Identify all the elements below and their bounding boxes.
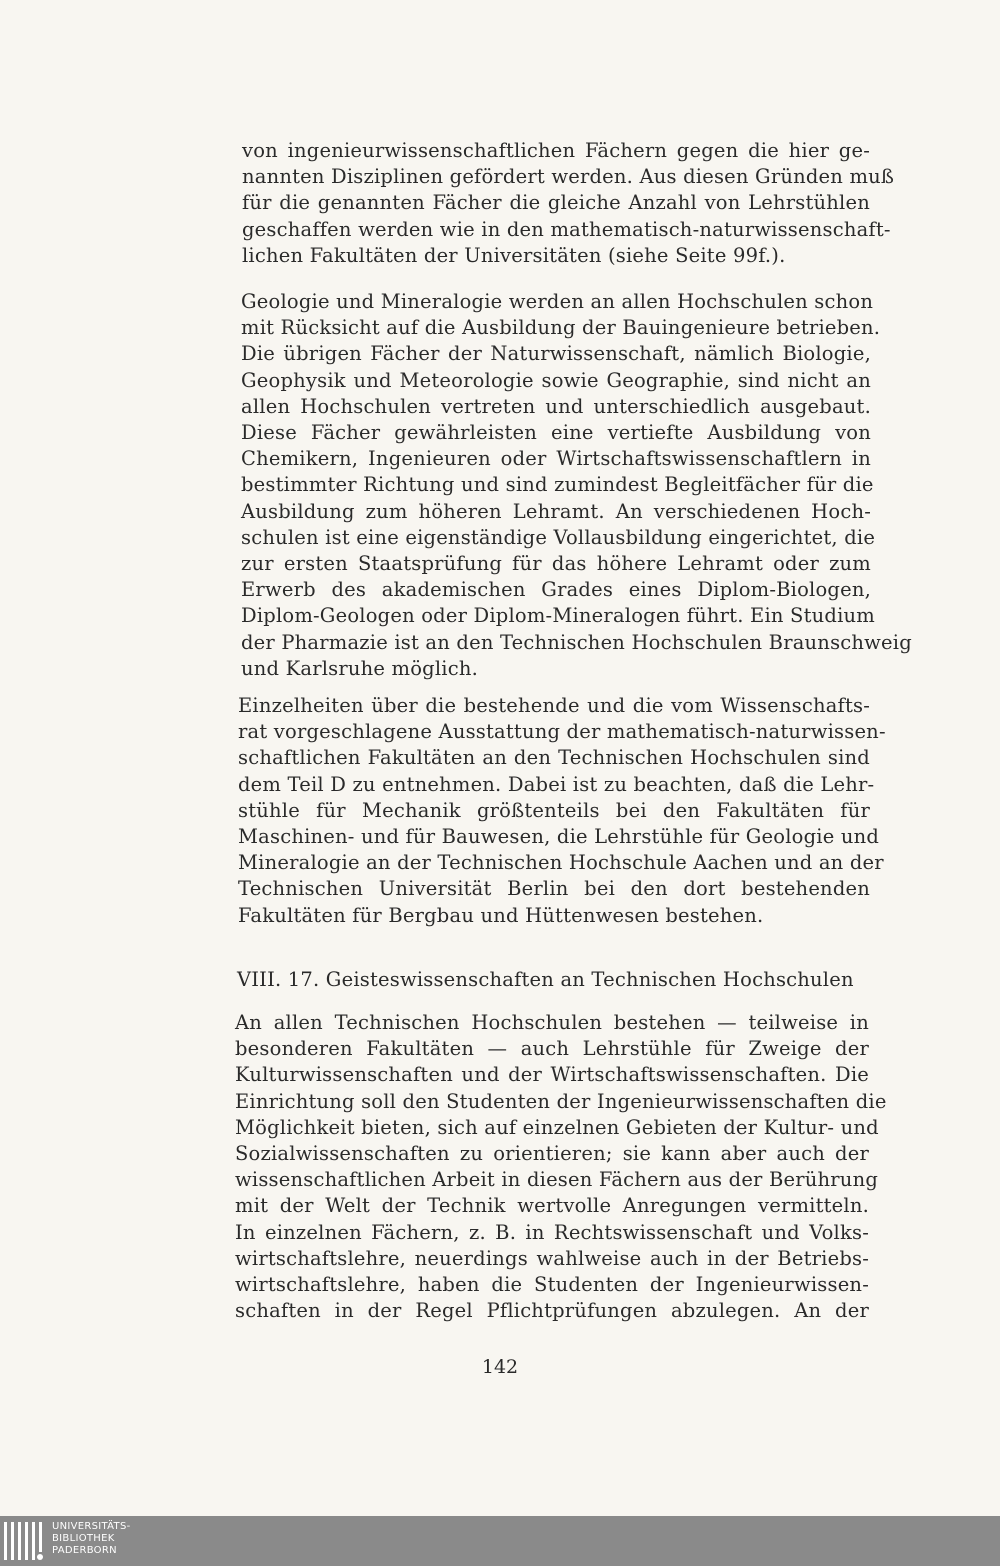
- text-line: Technischen Universität Berlin bei den dort bestehenden: [238, 877, 870, 901]
- text-line: Mineralogie an der Technischen Hochschule Aachen und an der: [238, 851, 884, 875]
- text-line: Ausbildung zum höheren Lehramt. An verschiedenen Hoch-: [241, 499, 871, 523]
- paragraph-4: [235, 1010, 887, 1324]
- text-line: mit der Welt der Technik wertvolle Anregungen vermitteln.: [235, 1194, 869, 1218]
- text-line: Erwerb des akademischen Grades eines Diplom-Biologen,: [241, 578, 871, 602]
- library-footer: [0, 1516, 1000, 1566]
- logo-line: PADERBORN: [52, 1545, 117, 1556]
- text-line: Einrichtung soll den Studenten der Ingenieurwissenschaften die: [235, 1089, 887, 1113]
- text-line: wissenschaftlichen Arbeit in diesen Fächern aus der Berührung: [235, 1168, 879, 1192]
- text-line: mit Rücksicht auf die Ausbildung der Bauingenieure betrieben.: [241, 316, 881, 340]
- text-line: nannten Disziplinen gefördert werden. Aus diesen Gründen muß: [242, 165, 895, 189]
- text-line: An allen Technischen Hochschulen bestehen — teilweise in: [235, 1011, 869, 1034]
- page-number: 142: [481, 1356, 519, 1378]
- logo-dot-icon: [37, 1554, 43, 1560]
- paragraph-1: [242, 138, 895, 269]
- text-line: In einzelnen Fächern, z. B. in Rechtswissenschaft und Volks-: [235, 1220, 869, 1244]
- text-line: Geologie und Mineralogie werden an allen Hochschulen schon: [241, 290, 874, 313]
- text-line: geschaffen werden wie in den mathematisch-naturwissenschaft-: [242, 217, 891, 241]
- text-line: Fakultäten für Bergbau und Hüttenwesen bestehen.: [238, 903, 764, 927]
- text-line: Die übrigen Fächer der Naturwissenschaft, nämlich Biologie,: [241, 342, 871, 366]
- text-line: für die genannten Fächer die gleiche Anzahl von Lehrstühlen: [242, 191, 870, 215]
- text-line: besonderen Fakultäten — auch Lehrstühle für Zweige der: [235, 1037, 869, 1061]
- text-line: Sozialwissenschaften zu orientieren; sie kann aber auch der: [235, 1142, 869, 1166]
- text-line: schaften in der Regel Pflichtprüfungen abzulegen. An der: [235, 1299, 869, 1323]
- text-line: und Karlsruhe möglich.: [241, 656, 479, 680]
- text-line: Diese Fächer gewährleisten eine vertiefte Ausbildung von: [241, 421, 871, 445]
- paragraph-2: [241, 289, 912, 682]
- text-line: wirtschaftslehre, neuerdings wahlweise auch in der Betriebs-: [235, 1246, 869, 1270]
- logo-line: UNIVERSITÄTS-: [52, 1521, 131, 1532]
- text-line: bestimmter Richtung und sind zumindest Begleitfächer für die: [241, 473, 874, 497]
- paragraph-3: [238, 693, 886, 929]
- text-line: dem Teil D zu entnehmen. Dabei ist zu beachten, daß die Lehr-: [238, 772, 875, 796]
- logo-line: BIBLIOTHEK: [52, 1533, 115, 1544]
- text-line: schaftlichen Fakultäten an den Technischen Hochschulen sind: [238, 746, 870, 770]
- text-line: Chemikern, Ingenieuren oder Wirtschaftswissenschaftlern in: [241, 447, 871, 471]
- section-heading: VIII. 17. Geisteswissenschaften an Technischen Hochschulen: [237, 968, 854, 991]
- library-logo-text: [52, 1521, 131, 1557]
- text-line: Kulturwissenschaften und der Wirtschaftswissenschaften. Die: [235, 1063, 869, 1087]
- text-line: von ingenieurwissenschaftlichen Fächern gegen die hier ge-: [242, 139, 870, 162]
- text-line: Geophysik und Meteorologie sowie Geographie, sind nicht an: [241, 368, 871, 392]
- text-line: lichen Fakultäten der Universitäten (siehe Seite 99f.).: [242, 243, 786, 267]
- text-line: der Pharmazie ist an den Technischen Hochschulen Braunschweig: [241, 630, 912, 654]
- text-line: schulen ist eine eigenständige Vollausbildung eingerichtet, die: [241, 525, 876, 549]
- text-line: zur ersten Staatsprüfung für das höhere Lehramt oder zum: [241, 552, 871, 576]
- text-line: rat vorgeschlagene Ausstattung der mathematisch-naturwissen-: [238, 720, 886, 744]
- text-line: allen Hochschulen vertreten und unterschiedlich ausgebaut.: [241, 394, 871, 418]
- text-line: Diplom-Geologen oder Diplom-Mineralogen führt. Ein Studium: [241, 604, 875, 628]
- text-line: Maschinen- und für Bauwesen, die Lehrstühle für Geologie und: [238, 825, 880, 849]
- text-line: Einzelheiten über die bestehende und die vom Wissenschafts-: [238, 694, 870, 717]
- text-line: wirtschaftslehre, haben die Studenten der Ingenieurwissen-: [235, 1273, 869, 1297]
- text-line: Möglichkeit bieten, sich auf einzelnen Gebieten der Kultur- und: [235, 1115, 879, 1139]
- text-line: stühle für Mechanik größtenteils bei den Fakultäten für: [238, 798, 870, 822]
